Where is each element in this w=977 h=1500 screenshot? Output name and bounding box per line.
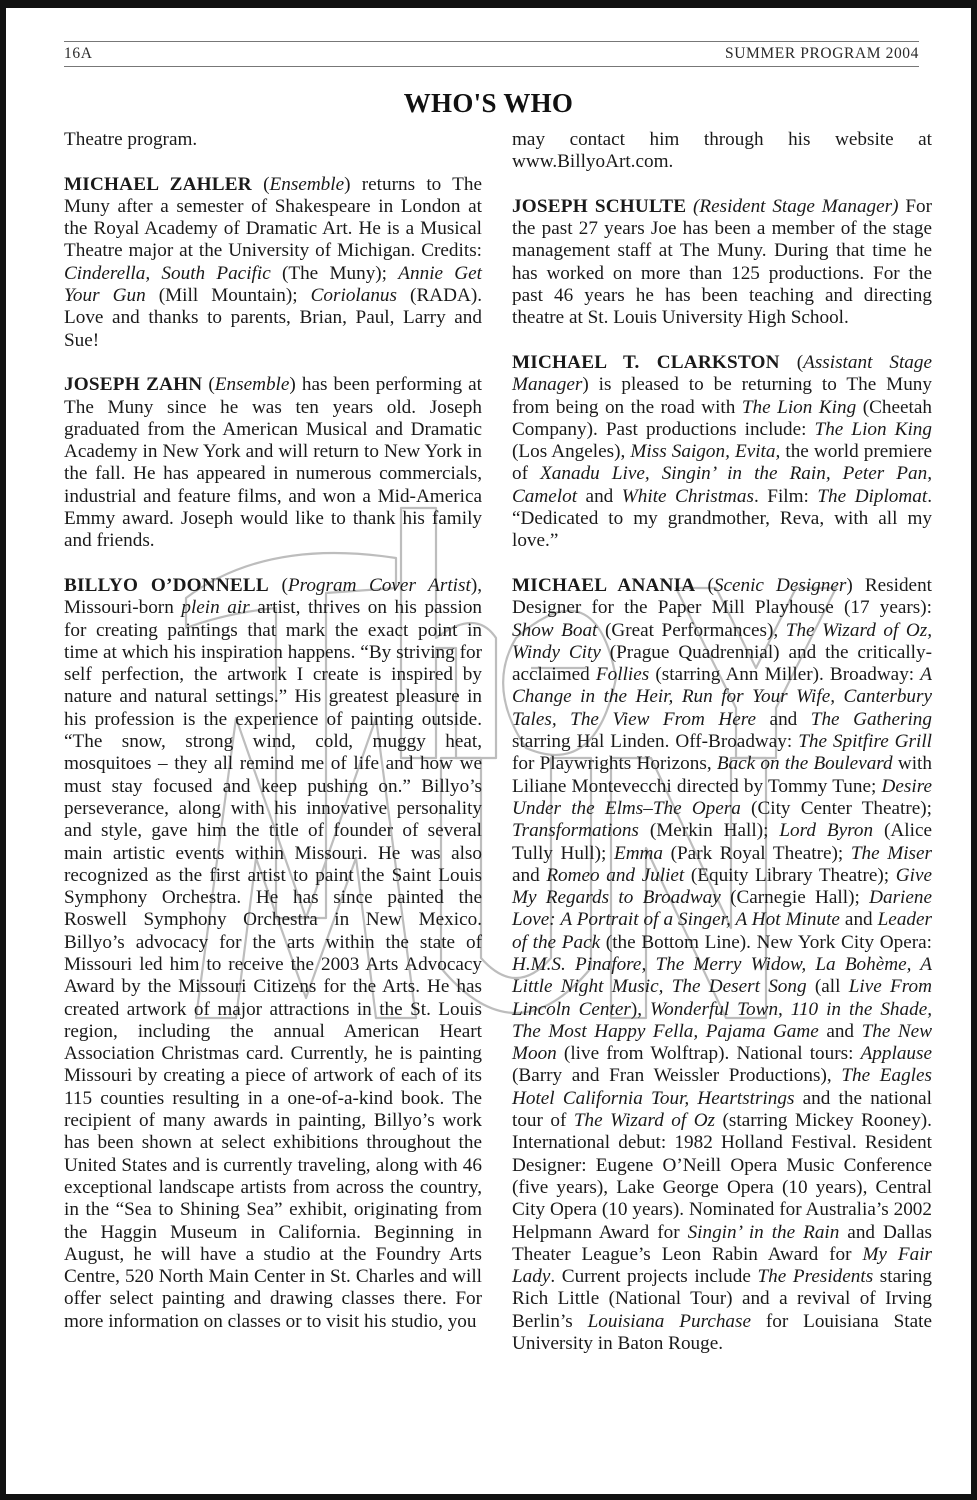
bio-role: (Resident Stage Manager) (693, 195, 899, 217)
italic-title: Coriolanus (310, 285, 397, 307)
bio-text-run: . Film: (753, 485, 818, 507)
bio-text-run: (Merkin Hall); (638, 820, 780, 842)
italic-title: plein air (181, 597, 250, 619)
italic-title: Transformations (512, 820, 639, 842)
italic-title: Miss Saigon, Evita, (630, 441, 781, 463)
bio-text-run: (the Bottom Line). New York City Opera: (600, 931, 932, 953)
bio-text-run: for Louisiana State University in Baton Rouge. (512, 1310, 932, 1355)
bio-entry (512, 575, 932, 1355)
bio-text-run: artist, thrives on his passion for creating paintings that mark the exact point in time at which his inspiration happens. “By striving for self perfection, the artwork I create is inspired by nature and natural settings.” His greatest pleasure in his profession is the experience of painting outside. “The snow, strong wind, cold, muggy heat, mosquitoes – they all remind me of life and how we must stay focused and keep pushing on.” Billyo’s perseverance, along with his innovative personality and style, gave him the title of founder of several main artistic events within Missouri. He was also recognized as the first artist to paint the Saint Louis Symphony Orchestra. He has since painted the Roswell Symphony Orchestra in New Mexico. Billyo’s advocacy for the arts within the state of Missouri led him to receive the 2003 Arts Advocacy Award by the Missouri Citizens for the Arts. He has created artwork of major attractions in the St. Louis region, including the annual American Heart Association Christmas card. Currently, he is painting Missouri by creating a piece of artwork of each of its 115 counties resulting in a one-of-a-kind book. The recipient of many awards in painting, Billyo’s work has been shown at select exhibitions throughout the United States and is currently traveling, along with 46 exceptional landscape artists from across the country, in the “Sea to Shining Sea” exhibit, originating from the Haggin Museum in California. Beginning in August, he will have a studio at the Foundry Arts Centre, 520 North Main Center in St. Charles and will offer select painting and drawing classes there. For more information on classes or to visit his studio, you (64, 597, 483, 1332)
italic-title: The Lion King (814, 418, 932, 440)
bio-entry (512, 196, 932, 330)
bio-text-run: . “Dedicated to my grandmother, Reva, with all my love.” (512, 485, 932, 552)
bio-text-run: and (756, 708, 811, 730)
bio-text-run: (Alice Tully Hull); (512, 820, 932, 864)
italic-title: Follies (595, 664, 650, 686)
bio-text-run: (Prague Quadrennial) and the critically-acclaimed (512, 641, 932, 686)
italic-title: Live From Lincoln Center (512, 976, 932, 1020)
bio-text-run: (starring Mickey Rooney). International debut: 1982 Holland Festival. Resident Designer: Eugene O’Neill Opera Music Conference (five years), Lake George Opera (10 years), Central City Opera (10 years). Nominated for Australia’s 2002 Helpmann Award for (512, 1110, 932, 1243)
bio-text-run: (Cheetah Company). Past productions include: (512, 396, 932, 440)
bio-text-run: ), (630, 998, 650, 1020)
bio-text-run: (Los Angeles), (512, 441, 631, 463)
continued-text: may contact him through his website at www.BillyoArt.com. (512, 129, 932, 173)
bio-name: MICHAEL T. CLARKSTON (512, 351, 780, 373)
bio-text-run: (Great Performances), (597, 619, 786, 641)
italic-title: Show Boat (512, 619, 598, 641)
bio-text-run: with Liliane Montevecchi directed by Tommy Tune; (512, 753, 932, 797)
italic-title: Dariene Love: A Portrait of a Singer, A Hot Minute (512, 887, 932, 931)
italic-title: The Miser (850, 842, 932, 864)
bio-text (64, 575, 482, 1332)
bio-text (64, 174, 482, 351)
bio-text-run: , Missouri-born (64, 574, 482, 619)
bio-text (512, 374, 932, 551)
italic-title: Emma (613, 842, 663, 864)
italic-title: The Eagles Hotel California Tour, Heartstrings (512, 1065, 932, 1109)
bio-role: (Scenic Designer) (707, 574, 853, 596)
bio-text-run: (all (806, 976, 849, 998)
italic-title: Cinderella, South Pacific (64, 262, 271, 284)
italic-title: Applause (860, 1043, 932, 1065)
italic-title: The Wizard of Oz, Windy City (512, 619, 932, 663)
bio-text-run: (Park Royal Theatre); (663, 842, 851, 864)
bio-text-run: Resident Designer for the Paper Mill Playhouse (17 years): (512, 574, 932, 619)
italic-title: My Fair Lady (512, 1243, 932, 1288)
bio-text-run: (Mill Mountain); (145, 285, 311, 307)
bio-role: (Program Cover Artist) (281, 574, 478, 596)
bio-text-run: (The Muny); (270, 262, 399, 284)
left-column (64, 129, 482, 1333)
bio-entry (64, 174, 482, 352)
bio-text-run: and (839, 909, 878, 931)
bio-text-run: staring Rich Little (National Tour) and a revival of Irving Berlin’s (512, 1266, 932, 1332)
bio-name: JOSEPH ZAHN (64, 374, 203, 396)
bio-text-run: starring Hal Linden. Off-Broadway: (512, 731, 799, 753)
bio-name: MICHAEL ZAHLER (64, 173, 252, 195)
italic-title: Louisiana Purchase (587, 1310, 752, 1332)
bio-role: (Ensemble) (208, 374, 296, 396)
bio-name: MICHAEL ANANIA (512, 574, 696, 596)
bio-text-run: and (818, 1020, 862, 1042)
bio-text (512, 575, 932, 1354)
page-number: 16A (64, 45, 93, 62)
bio-text-run: returns to The Muny after a semester of Shakespeare in London at the Royal Academy of Dramatic Art. He is a Musical Theatre major at the University of Michigan. Credits: (64, 173, 482, 262)
italic-title: H.M.S. Pinafore, The Merry Widow, La Bohème, A Little Night Music, The Desert Song (512, 953, 932, 998)
italic-title: The Gathering (810, 708, 932, 730)
bio-name: JOSEPH SCHULTE (512, 195, 687, 217)
right-column (512, 129, 932, 1355)
italic-title: The Spitfire Grill (798, 731, 932, 753)
italic-title: Romeo and Juliet (546, 864, 685, 886)
bio-name: BILLYO O’DONNELL (64, 574, 269, 596)
bio-text-run: and (577, 485, 622, 507)
bio-text-run: For the past 27 years Joe has been a member of the stage management staff at The Muny. During that time he has worked on more than 125 productions. For the past 46 years he has been teaching and directing theatre at St. Louis University High School. (512, 195, 932, 329)
bio-text (64, 374, 482, 551)
italic-title: Wonderful Town, 110 in the Shade, The Most Happy Fella, Pajama Game (512, 998, 933, 1042)
bio-text-run: (City Center Theatre); (740, 797, 933, 819)
bio-text-run: has been performing at The Muny since he was ten years old. Joseph graduated from the American Musical and Dramatic Academy in New York and will return to New York in the fall. He has appeared in numerous commercials, industrial and feature films, and won a Mid-America Emmy award. Joseph would like to thank his family and friends. (64, 374, 482, 552)
bio-text-run: and the national tour of (512, 1087, 933, 1132)
bio-entry (512, 352, 932, 553)
bio-entry (64, 575, 482, 1333)
italic-title: Xanadu Live, Singin’ in the Rain, Peter Pan, Camelot (512, 463, 933, 507)
italic-title: Back on the Boulevard (716, 753, 893, 775)
bio-text-run: (starring Ann Miller). Broadway: (649, 664, 921, 686)
bio-text-run: . Current projects include (550, 1266, 758, 1288)
bio-text-run: and Dallas Theater League’s Leon Rabin Award for (512, 1221, 932, 1265)
bio-role: (Ensemble) (263, 173, 351, 195)
italic-title: The Diplomat (817, 485, 928, 507)
italic-title: A Change in the Heir, Run for Your Wife, Canterbury Tales, The View From Here (512, 664, 933, 730)
bio-text-run: (RADA). Love and thanks to parents, Brian, Paul, Larry and Sue! (64, 285, 483, 351)
bio-text-run: (Equity Library Theatre); (684, 864, 896, 886)
running-header (64, 41, 919, 67)
bio-text-run: (Barry and Fran Weissler Productions), (512, 1065, 842, 1087)
italic-title: The Lion King (741, 396, 857, 418)
bio-text-run: (live from Wolftrap). National tours: (556, 1043, 861, 1065)
bio-entry (64, 374, 482, 552)
italic-title: The Wizard of Oz (573, 1110, 716, 1132)
italic-title: Desire Under the Elms–The Opera (512, 775, 932, 819)
italic-title: The Presidents (757, 1266, 874, 1288)
italic-title: Annie Get Your Gun (64, 262, 482, 307)
publication-title: SUMMER PROGRAM 2004 (725, 45, 919, 62)
italic-title: The New Moon (512, 1020, 932, 1065)
bio-text-run: the world premiere of (512, 441, 932, 485)
italic-title: White Christmas (621, 485, 754, 507)
italic-title: Lord Byron (779, 820, 874, 842)
page-title: WHO'S WHO (403, 88, 574, 118)
continued-text: Theatre program. (64, 129, 198, 150)
bio-text-run: for Playwrights Horizons, (512, 753, 717, 775)
bio-text-run: (Carnegie Hall); (720, 887, 870, 909)
italic-title: Leader of the Pack (512, 909, 932, 953)
bio-role: (Assistant Stage Manager) (512, 351, 932, 396)
bio-text-run: is pleased to be returning to The Muny from being on the road with (512, 374, 932, 418)
bio-text-run: and (512, 864, 547, 886)
italic-title: Singin’ in the Rain (687, 1221, 840, 1243)
italic-title: Give My Regards to Broadway (512, 864, 932, 909)
